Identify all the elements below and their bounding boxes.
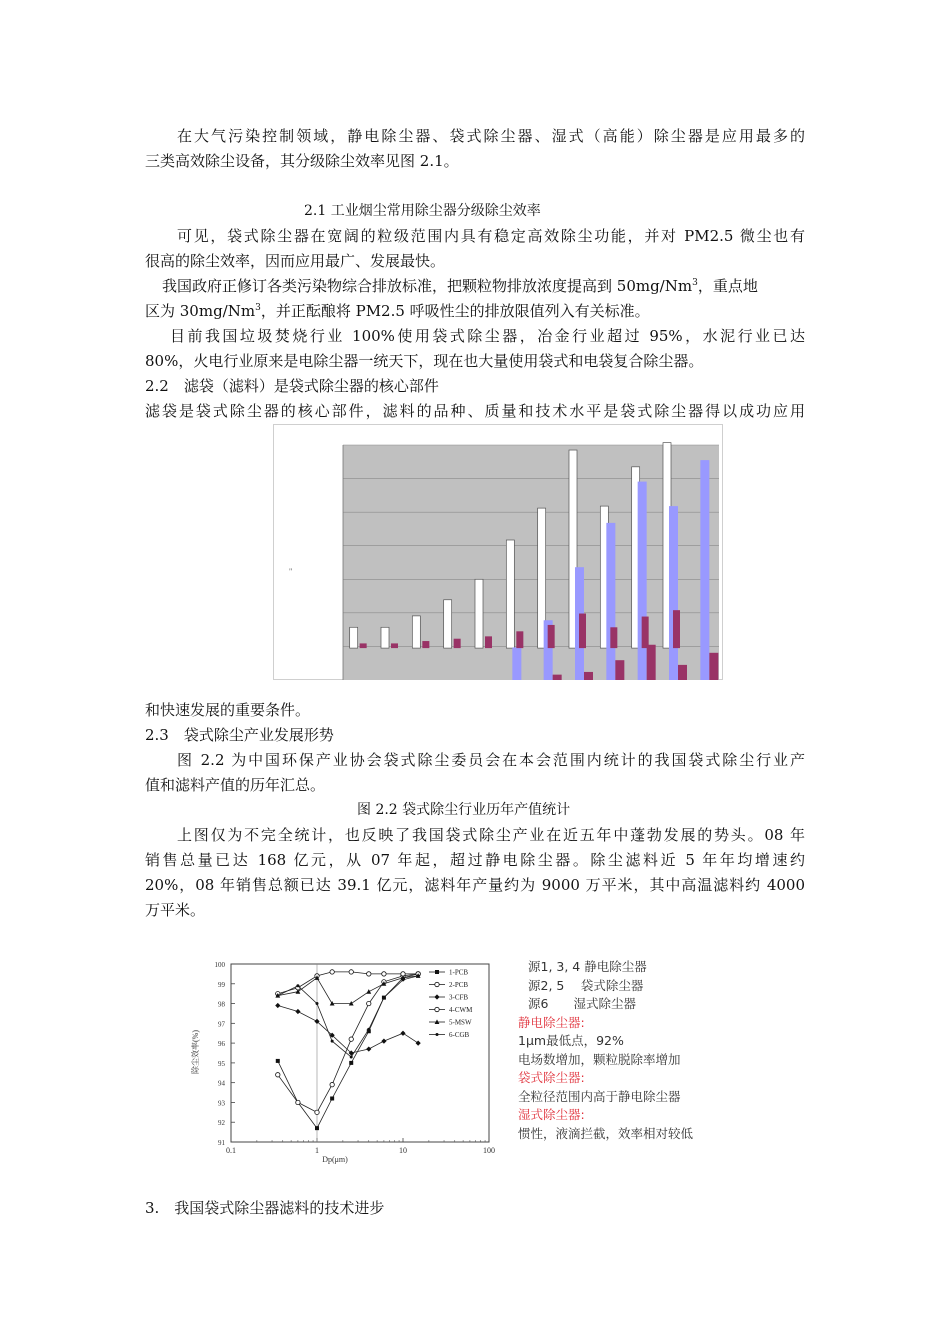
bar-blue	[638, 482, 647, 680]
line-marker	[382, 996, 385, 999]
figure-2-2-caption: 图 2.2 袋式除尘行业历年产值统计	[357, 802, 571, 818]
annotation-block	[518, 958, 738, 1143]
annotation-line-8: 全粒径范围内高于静电除尘器	[518, 1088, 681, 1104]
legend-label: 4-CWM	[449, 1006, 473, 1014]
section-2-3-heading: 2.3 袋式除尘产业发展形势	[145, 726, 334, 744]
bar-maroon	[454, 639, 461, 648]
annotation-line-5: 1μm最低点，92%	[518, 1033, 624, 1048]
line-marker	[367, 1028, 370, 1031]
y-axis-label: 除尘效率(%)	[191, 1030, 200, 1074]
line-marker	[349, 1061, 353, 1065]
annotation-line-6: 电场数增加，颗粒脱除率增加	[518, 1051, 681, 1067]
para-7-line-2: 销售总量已达 168 亿元，从 07 年起，超过静电除尘器。除尘滤料近 5 年年均增速约	[145, 851, 805, 869]
annotation-line-4: 静电除尘器:	[518, 1014, 585, 1030]
line-marker	[435, 1007, 439, 1011]
bar-maroon	[673, 610, 680, 648]
line-marker	[400, 1031, 405, 1036]
para-7-line-4: 万平米。	[145, 901, 206, 919]
bar-maroon-lower	[709, 653, 718, 680]
y-tick-label: 91	[218, 1139, 225, 1147]
section-2-2-heading: 2.2 滤袋（滤料）是袋式除尘器的核心部件	[145, 377, 439, 395]
line-marker	[330, 1082, 334, 1086]
legend-label: 3-CFB	[449, 993, 469, 1002]
line-marker	[330, 970, 334, 974]
para-3-line-1: 我国政府正修订各类污染物综合排放标准，把颗粒物排放浓度提高到 50mg/Nm$^3$，重点地	[162, 277, 758, 295]
para-1-line-2: 三类高效除尘设备，其分级除尘效率见图 2.1。	[145, 152, 459, 170]
bar-outline	[475, 579, 483, 648]
y-tick-label: 98	[218, 1000, 225, 1009]
bar-maroon-lower	[553, 675, 562, 680]
line-marker	[367, 1001, 371, 1005]
bar-outline	[381, 627, 389, 648]
bar-maroon	[610, 627, 617, 648]
bar-maroon	[391, 643, 398, 648]
bar-maroon	[485, 636, 492, 648]
output-bar-chart	[273, 424, 723, 680]
annotation-line-10: 惯性，液滴拦截，效率相对较低	[518, 1125, 694, 1141]
line-marker	[276, 1059, 280, 1063]
para-7-line-3: 20%，08 年销售总额已达 39.1 亿元，滤料年产量约为 9000 万平米，其中高温滤料约 4000	[145, 876, 805, 894]
line-marker	[349, 970, 353, 974]
legend-label: 1-PCB	[449, 968, 469, 977]
legend-label: 6-CGB	[449, 1031, 470, 1039]
bar-blue	[606, 523, 615, 680]
y-tick-label: 99	[218, 980, 225, 989]
para-6-line-1: 图 2.2 为中国环保产业协会袋式除尘委员会在本会范围内统计的我国袋式除尘行业产	[177, 751, 805, 769]
line-marker	[381, 1039, 386, 1044]
chart-frame	[231, 964, 489, 1142]
series-line-4-CWM	[278, 972, 418, 994]
bar-maroon	[579, 614, 586, 649]
line-marker	[434, 994, 439, 999]
para-3-line-2: 区为 30mg/Nm$^3$，并正酝酿将 PM2.5 呼吸性尘的排放限值列入有关标准。	[145, 302, 650, 320]
y-tick-label: 96	[218, 1040, 225, 1049]
bar-outline	[350, 627, 358, 648]
line-marker	[366, 1046, 371, 1051]
para-5-line-2: 和快速发展的重要条件。	[145, 701, 311, 719]
line-marker	[296, 1100, 300, 1104]
line-marker	[416, 1041, 421, 1046]
bar-maroon-lower	[615, 660, 624, 680]
y-tick-label: 97	[218, 1020, 225, 1029]
line-marker	[350, 1055, 353, 1058]
x-tick-label: 0.1	[226, 1146, 236, 1155]
line-marker	[435, 970, 439, 974]
line-marker	[296, 989, 301, 994]
y-axis-tiny-label: "	[289, 567, 293, 576]
para-4-line-2: 80%，火电行业原来是电除尘器一统天下，现在也大量使用袋式和电袋复合除尘器。	[145, 352, 704, 370]
line-marker	[315, 1126, 319, 1130]
efficiency-line-chart	[185, 952, 505, 1164]
bar-maroon	[516, 631, 523, 648]
annotation-line-1: 源1, 3, 4 静电除尘器	[528, 959, 647, 974]
para-2-line-1: 可见，袋式除尘器在宽阔的粒级范围内具有稳定高效除尘功能，并对 PM2.5 微尘也有	[177, 227, 805, 245]
series-line-2-PCB	[278, 974, 418, 1112]
para-7-line-1: 上图仅为不完全统计，也反映了我国袋式除尘产业在近五年中蓬勃发展的势头。08 年	[177, 826, 805, 844]
annotation-line-9: 湿式除尘器:	[518, 1107, 585, 1122]
line-marker	[296, 984, 299, 987]
y-tick-label: 92	[218, 1119, 225, 1128]
para-1-line-1: 在大气污染控制领域，静电除尘器、袋式除尘器、湿式（高能）除尘器是应用最多的	[177, 127, 805, 145]
line-marker	[316, 1002, 319, 1005]
line-marker	[436, 1033, 439, 1036]
line-marker	[275, 1003, 280, 1008]
para-5-line-1: 滤袋是袋式除尘器的核心部件，滤料的品种、质量和技术水平是袋式除尘器得以成功应用	[145, 402, 805, 420]
bar-maroon-lower	[584, 672, 593, 680]
para-4-line-1: 目前我国垃圾焚烧行业 100%使用袋式除尘器，冶金行业超过 95%，水泥行业已达	[170, 327, 805, 345]
line-marker	[367, 972, 371, 976]
bar-maroon	[642, 617, 649, 649]
y-tick-label: 95	[218, 1059, 225, 1068]
para-2-line-2: 很高的除尘效率，因而应用最广、发展最快。	[145, 252, 446, 270]
line-marker	[331, 1040, 334, 1043]
bar-blue	[669, 506, 678, 680]
bar-blue	[512, 647, 521, 680]
line-marker	[349, 1037, 353, 1041]
plot-area	[343, 445, 719, 680]
x-tick-label: 10	[399, 1146, 407, 1155]
bar-maroon	[360, 643, 367, 648]
bar-maroon	[548, 625, 555, 648]
bar-outline	[506, 540, 514, 648]
line-marker	[402, 978, 405, 981]
line-marker	[295, 1009, 300, 1014]
bar-blue	[700, 460, 709, 680]
line-marker	[417, 974, 420, 977]
legend-label: 5-MSW	[449, 1018, 472, 1027]
legend-label: 2-PCB	[449, 981, 469, 989]
figure-2-1-caption: 2.1 工业烟尘常用除尘器分级除尘效率	[304, 203, 541, 219]
annotation-line-3: 源6 湿式除尘器	[528, 996, 636, 1011]
bar-maroon-lower	[678, 665, 687, 680]
annotation-line-7: 袋式除尘器:	[518, 1070, 585, 1085]
y-tick-label: 94	[218, 1079, 225, 1088]
bar-maroon-lower	[647, 645, 656, 680]
bar-outline	[412, 616, 420, 648]
y-tick-label: 93	[218, 1099, 225, 1108]
series-line-1-PCB	[278, 974, 418, 1128]
line-marker	[366, 989, 371, 994]
line-marker	[382, 972, 386, 976]
section-3-heading: 3. 我国袋式除尘器滤料的技术进步	[145, 1199, 385, 1217]
para-6-line-2: 值和滤料产值的历年汇总。	[145, 776, 326, 794]
annotation-line-2: 源2, 5 袋式除尘器	[528, 977, 644, 993]
y-tick-label: 100	[214, 961, 225, 969]
line-marker	[330, 1096, 334, 1100]
x-tick-label: 1	[315, 1146, 319, 1155]
line-marker	[315, 1110, 319, 1114]
line-marker	[276, 1073, 280, 1077]
x-axis-label: Dp(μm)	[322, 1155, 348, 1164]
line-marker	[435, 982, 439, 986]
bar-outline	[444, 600, 452, 648]
x-tick-label: 100	[483, 1146, 495, 1155]
bar-maroon	[422, 641, 429, 648]
line-marker	[276, 994, 279, 997]
